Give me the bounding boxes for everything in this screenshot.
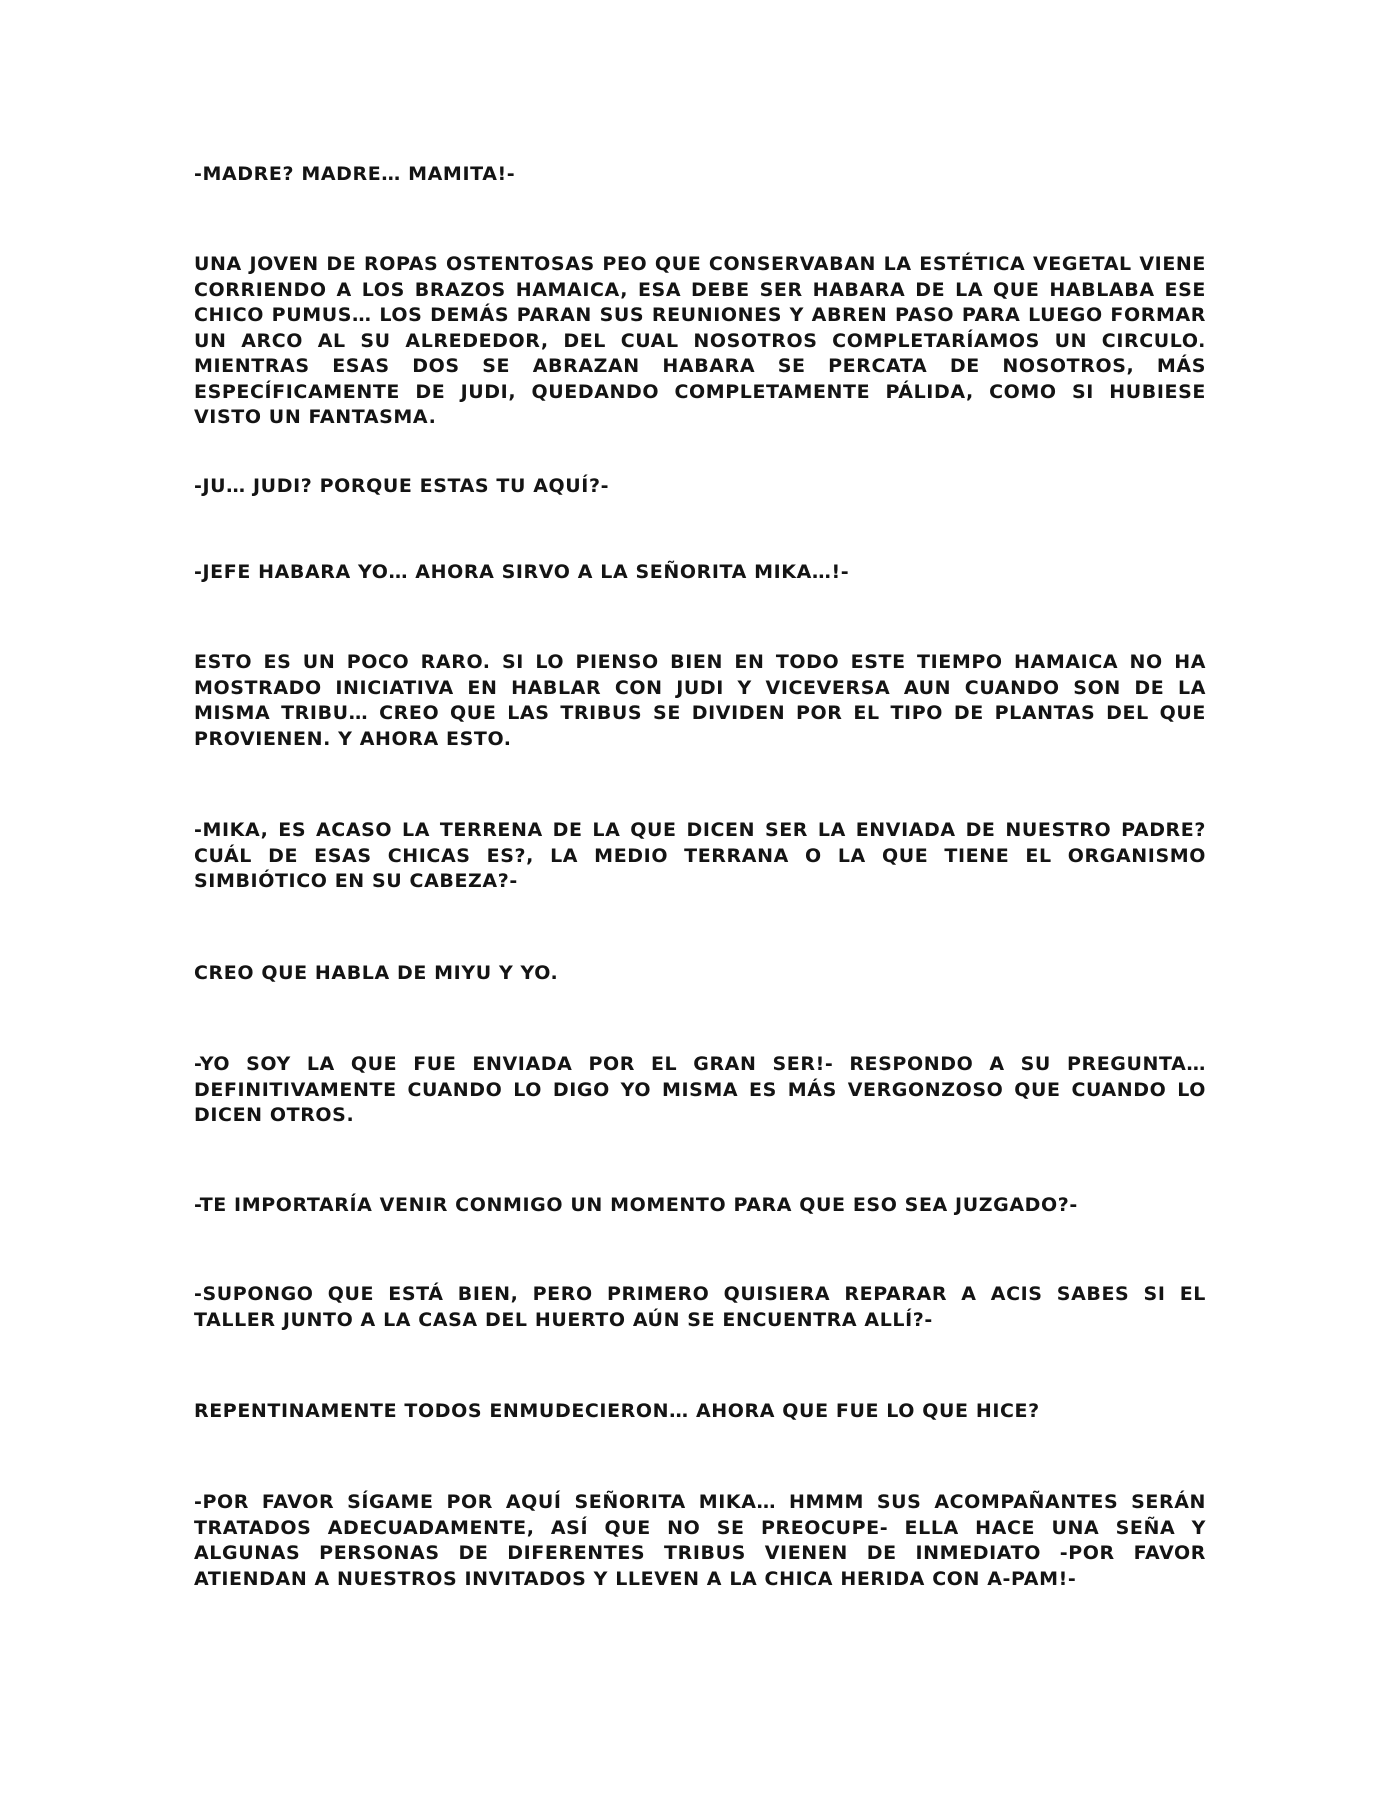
paragraph-12: -POR FAVOR SÍGAME POR AQUÍ SEÑORITA MIKA… HMMM SUS ACOMPAÑANTES SERÁN TRATADOS ADECUADAMENTE, ASÍ QUE NO SE PREOCUPE- ELLA HACE UNA SEÑA Y ALGUNAS PERSONAS DE DIFERENTES TRIBUS VIENEN DE INMEDIATO -POR FAVOR ATIENDAN A NUESTROS INVITADOS Y LLEVEN A LA CHICA HERIDA CON A-PAM!- (194, 1491, 1206, 1590)
paragraph-3: -JU… JUDI? PORQUE ESTAS TU AQUÍ?- (194, 475, 610, 497)
paragraph-6: -MIKA, ES ACASO LA TERRENA DE LA QUE DICEN SER LA ENVIADA DE NUESTRO PADRE? CUÁL DE ESAS CHICAS ES?, LA MEDIO TERRANA O LA QUE TIENE EL ORGANISMO SIMBIÓTICO EN SU CABEZA?- (194, 819, 1206, 892)
paragraph-11: REPENTINAMENTE TODOS ENMUDECIERON… AHORA QUE FUE LO QUE HICE? (194, 1400, 1040, 1422)
paragraph-9: -TE IMPORTARÍA VENIR CONMIGO UN MOMENTO PARA QUE ESO SEA JUZGADO?- (194, 1194, 1078, 1216)
paragraph-7: CREO QUE HABLA DE MIYU Y YO. (194, 962, 559, 984)
paragraph-4: -JEFE HABARA YO… AHORA SIRVO A LA SEÑORITA MIKA…!- (194, 561, 850, 583)
paragraph-10: -SUPONGO QUE ESTÁ BIEN, PERO PRIMERO QUISIERA REPARAR A ACIS SABES SI EL TALLER JUNTO A LA CASA DEL HUERTO AÚN SE ENCUENTRA ALLÍ?- (194, 1283, 1206, 1331)
paragraph-2: UNA JOVEN DE ROPAS OSTENTOSAS PEO QUE CONSERVABAN LA ESTÉTICA VEGETAL VIENE CORRIENDO A LOS BRAZOS HAMAICA, ESA DEBE SER HABARA DE LA QUE HABLABA ESE CHICO PUMUS… LOS DEMÁS PARAN SUS REUNIONES Y ABREN PASO PARA LUEGO FORMAR UN ARCO AL SU ALREDEDOR, DEL CUAL NOSOTROS COMPLETARÍAMOS UN CIRCULO. MIENTRAS ESAS DOS SE ABRAZAN HABARA SE PERCATA DE NOSOTROS, MÁS ESPECÍFICAMENTE DE JUDI, QUEDANDO COMPLETAMENTE PÁLIDA, COMO SI HUBIESE VISTO UN FANTASMA. (194, 253, 1206, 428)
paragraph-8: -YO SOY LA QUE FUE ENVIADA POR EL GRAN SER!- RESPONDO A SU PREGUNTA… DEFINITIVAMENTE CUANDO LO DIGO YO MISMA ES MÁS VERGONZOSO QUE CUANDO LO DICEN OTROS. (194, 1053, 1206, 1126)
paragraph-5: ESTO ES UN POCO RARO. SI LO PIENSO BIEN EN TODO ESTE TIEMPO HAMAICA NO HA MOSTRADO INICIATIVA EN HABLAR CON JUDI Y VICEVERSA AUN CUANDO SON DE LA MISMA TRIBU… CREO QUE LAS TRIBUS SE DIVIDEN POR EL TIPO DE PLANTAS DEL QUE PROVIENEN. Y AHORA ESTO. (194, 651, 1206, 750)
document-page (194, 0, 1206, 1812)
paragraph-1: -MADRE? MADRE… MAMITA!- (194, 163, 516, 185)
